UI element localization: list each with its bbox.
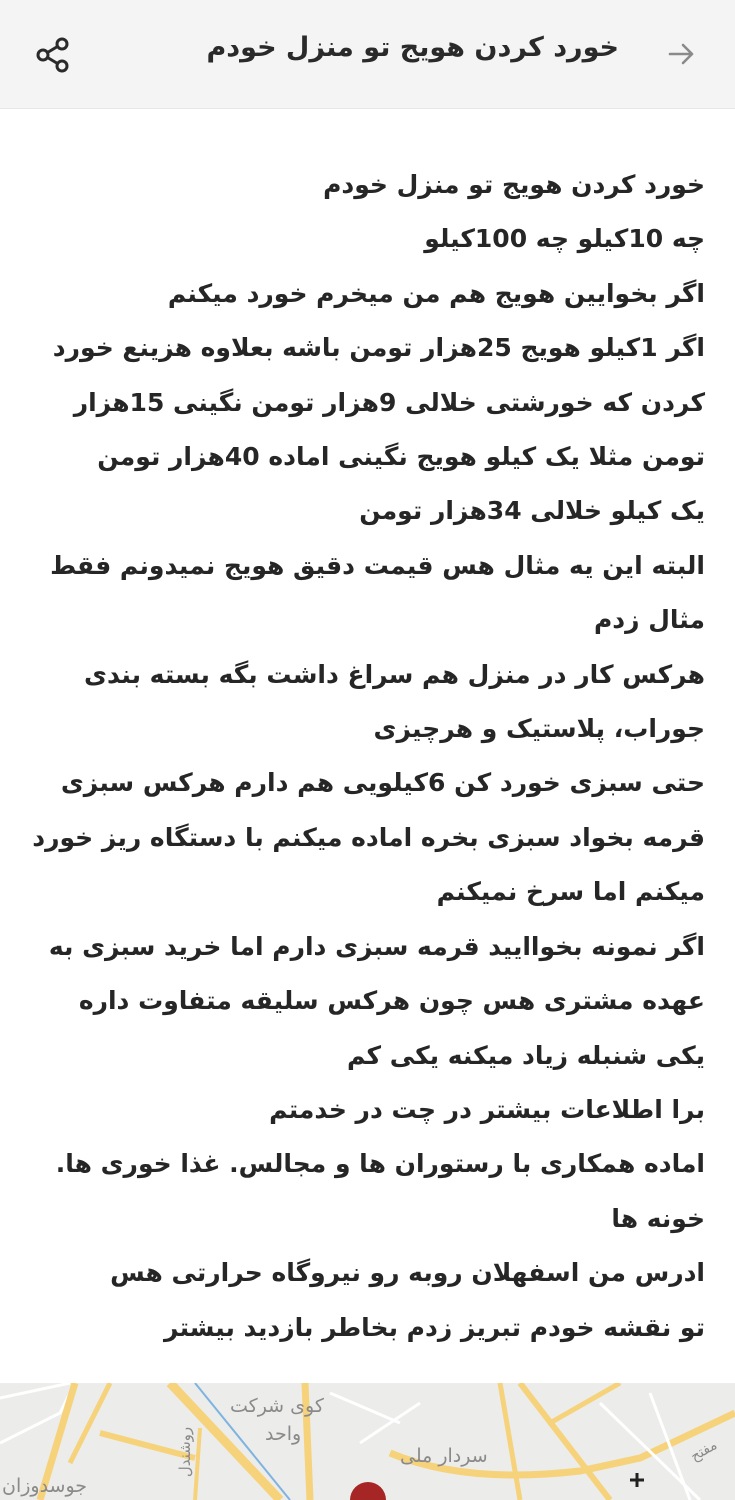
- description-line: خورد کردن هویج تو منزل خودم: [323, 170, 705, 199]
- description-line: جوراب، پلاستیک و هرچیزی: [373, 714, 705, 744]
- description-line: اماده همکاری با رستوران ها و مجالس. غذا خوری ها.: [55, 1149, 705, 1179]
- map-label: روشندل: [176, 1426, 195, 1478]
- description-line: عهده مشتری هس چون هرکس سلیقه متفاوت داره: [78, 986, 705, 1016]
- ad-description: [15, 158, 705, 1355]
- description-line: چه 10کیلو چه 100کیلو: [424, 224, 705, 254]
- top-bar: [0, 0, 735, 109]
- map-pin-icon: [350, 1482, 386, 1500]
- description-line: تومن مثلا یک کیلو هویج نگینی اماده 40هزار تومن: [97, 442, 705, 472]
- map-label: مفتح: [687, 1437, 720, 1465]
- description-line: قرمه بخواد سبزی بخره اماده میکنم با دستگاه ریز خورد: [32, 822, 705, 852]
- page-title: خورد کردن هویج تو منزل خودم: [206, 32, 619, 63]
- description-line: هرکس کار در منزل هم سراغ داشت بگه بسته بندی: [84, 659, 705, 689]
- description-line: اگر نمونه بخواایید قرمه سبزی دارم اما خرید سبزی به: [48, 931, 705, 961]
- share-icon: [34, 36, 72, 74]
- description-line: برا اطلاعات بیشتر در چت در خدمتم: [269, 1094, 705, 1124]
- description-line: اگر 1کیلو هویج 25هزار تومن باشه بعلاوه هزینع خورد: [52, 333, 705, 363]
- map-roads: [0, 1383, 735, 1500]
- description-line: البته این یه مثال هس قیمت دقیق هویج نمیدونم فقط: [50, 550, 705, 580]
- arrow-right-icon: [665, 38, 697, 70]
- back-button[interactable]: [665, 38, 697, 70]
- map-label: جوسدوزان: [2, 1475, 88, 1497]
- description-line: تو نقشه خودم تبریز زدم بخاطر بازدید بیشتر: [164, 1312, 705, 1342]
- description-line: یک کیلو خلالی 34هزار تومن: [359, 496, 705, 526]
- description-line: ادرس من اسفهلان روبه رو نیروگاه حرارتی هس: [110, 1258, 705, 1288]
- description-line: میکنم اما سرخ نمیکنم: [436, 877, 705, 907]
- share-button[interactable]: [34, 36, 72, 74]
- description-line: حتی سبزی خورد کن 6کیلویی هم دارم هرکس سبزی: [60, 768, 705, 798]
- description-line: مثال زدم: [593, 605, 705, 635]
- map-label: کوی شرکت: [230, 1395, 324, 1417]
- description-line: کردن که خورشتی خلالی 9هزار تومن نگینی 15هزار: [73, 387, 705, 417]
- description-line: اگر بخوایین هویج هم من میخرم خورد میکنم: [167, 278, 705, 308]
- description-line: یکی شنبله زیاد میکنه یکی کم: [346, 1040, 705, 1070]
- map-label: سردار ملی: [400, 1445, 488, 1467]
- description-line: خونه ها: [611, 1203, 705, 1233]
- location-map[interactable]: [0, 1383, 735, 1500]
- map-label: واحد: [265, 1423, 302, 1445]
